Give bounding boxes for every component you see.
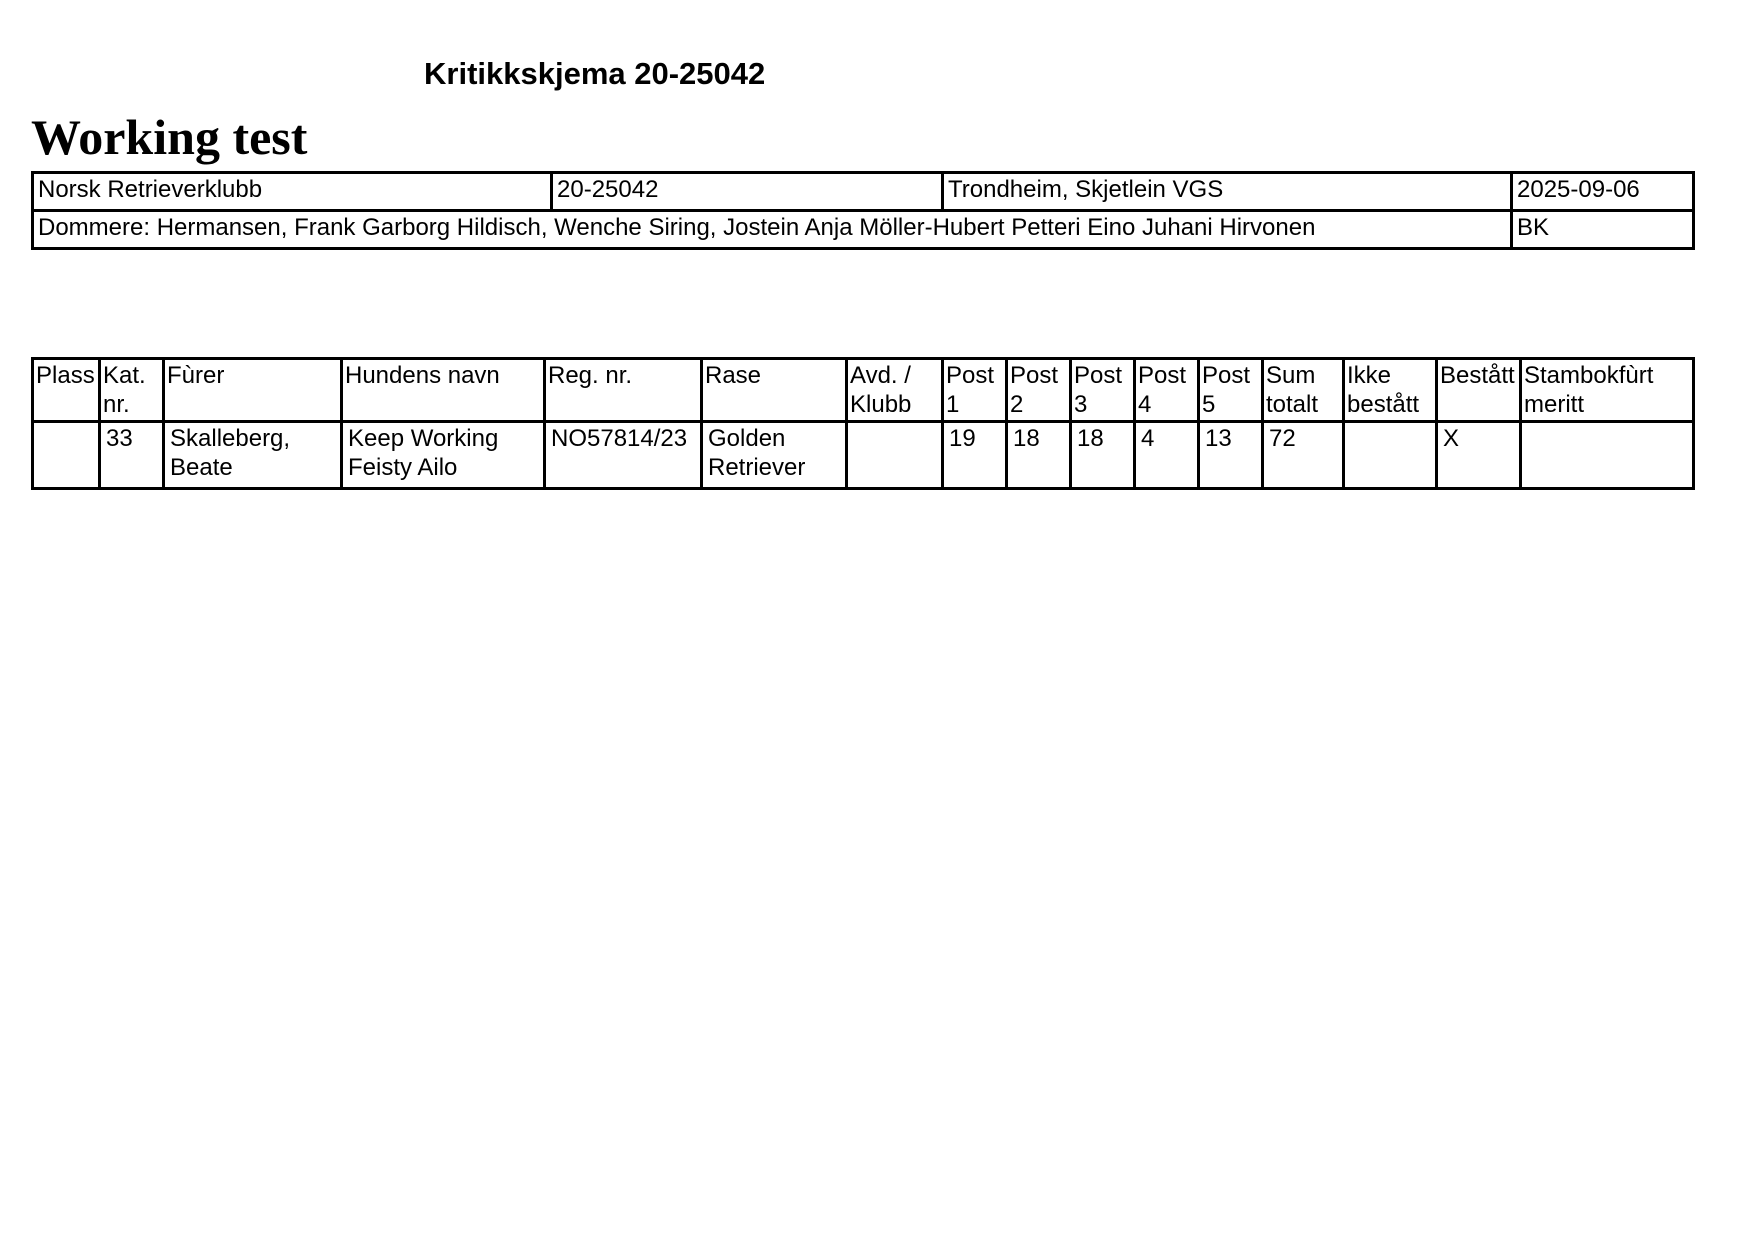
- cell-bestatt: X: [1437, 422, 1521, 489]
- col-avd-klubb: Avd. / Klubb: [847, 359, 943, 422]
- col-kat-nr: Kat. nr.: [100, 359, 164, 422]
- event-info-row: [33, 173, 1694, 211]
- col-post2: Post 2: [1007, 359, 1071, 422]
- cell-avd-klubb: [847, 422, 943, 489]
- col-hundens-navn: Hundens navn: [342, 359, 545, 422]
- cell-ikke-bestatt: [1344, 422, 1437, 489]
- cell-stambok: [1521, 422, 1694, 489]
- form-title: Kritikkskjema 20-25042: [424, 56, 766, 91]
- col-stambok: Stambokfùrt meritt: [1521, 359, 1694, 422]
- judges-row: [33, 211, 1694, 249]
- date-cell: 2025-09-06: [1512, 173, 1694, 211]
- col-post3: Post 3: [1071, 359, 1135, 422]
- event-info-table: [31, 171, 1695, 250]
- cell-sum-totalt: 72: [1263, 422, 1344, 489]
- col-forer: Fùrer: [164, 359, 342, 422]
- cell-plass: [33, 422, 100, 489]
- event-id-cell: 20-25042: [552, 173, 943, 211]
- col-plass: Plass: [33, 359, 100, 422]
- judges-cell: Dommere: Hermansen, Frank Garborg Hildisch, Wenche Siring, Jostein Anja Möller-Hubert Petteri Eino Juhani Hirvonen: [33, 211, 1512, 249]
- cell-post4: 4: [1135, 422, 1199, 489]
- cell-hundens-navn: Keep Working Feisty Ailo: [342, 422, 545, 489]
- test-title: Working test: [31, 109, 308, 165]
- col-reg-nr: Reg. nr.: [545, 359, 702, 422]
- table-row: [33, 422, 1694, 489]
- cell-post3: 18: [1071, 422, 1135, 489]
- col-sum-totalt: Sum totalt: [1263, 359, 1344, 422]
- results-header-row: [33, 359, 1694, 422]
- cell-forer: Skalleberg, Beate: [164, 422, 342, 489]
- cell-post2: 18: [1007, 422, 1071, 489]
- cell-post1: 19: [943, 422, 1007, 489]
- col-post4: Post 4: [1135, 359, 1199, 422]
- results-table: [31, 357, 1695, 490]
- cell-post5: 13: [1199, 422, 1263, 489]
- class-cell: BK: [1512, 211, 1694, 249]
- col-ikke-bestatt: Ikke bestått: [1344, 359, 1437, 422]
- col-post1: Post 1: [943, 359, 1007, 422]
- col-rase: Rase: [702, 359, 847, 422]
- col-bestatt: Bestått: [1437, 359, 1521, 422]
- col-post5: Post 5: [1199, 359, 1263, 422]
- cell-rase: Golden Retriever: [702, 422, 847, 489]
- cell-reg-nr: NO57814/23: [545, 422, 702, 489]
- cell-kat-nr: 33: [100, 422, 164, 489]
- location-cell: Trondheim, Skjetlein VGS: [943, 173, 1512, 211]
- club-cell: Norsk Retrieverklubb: [33, 173, 552, 211]
